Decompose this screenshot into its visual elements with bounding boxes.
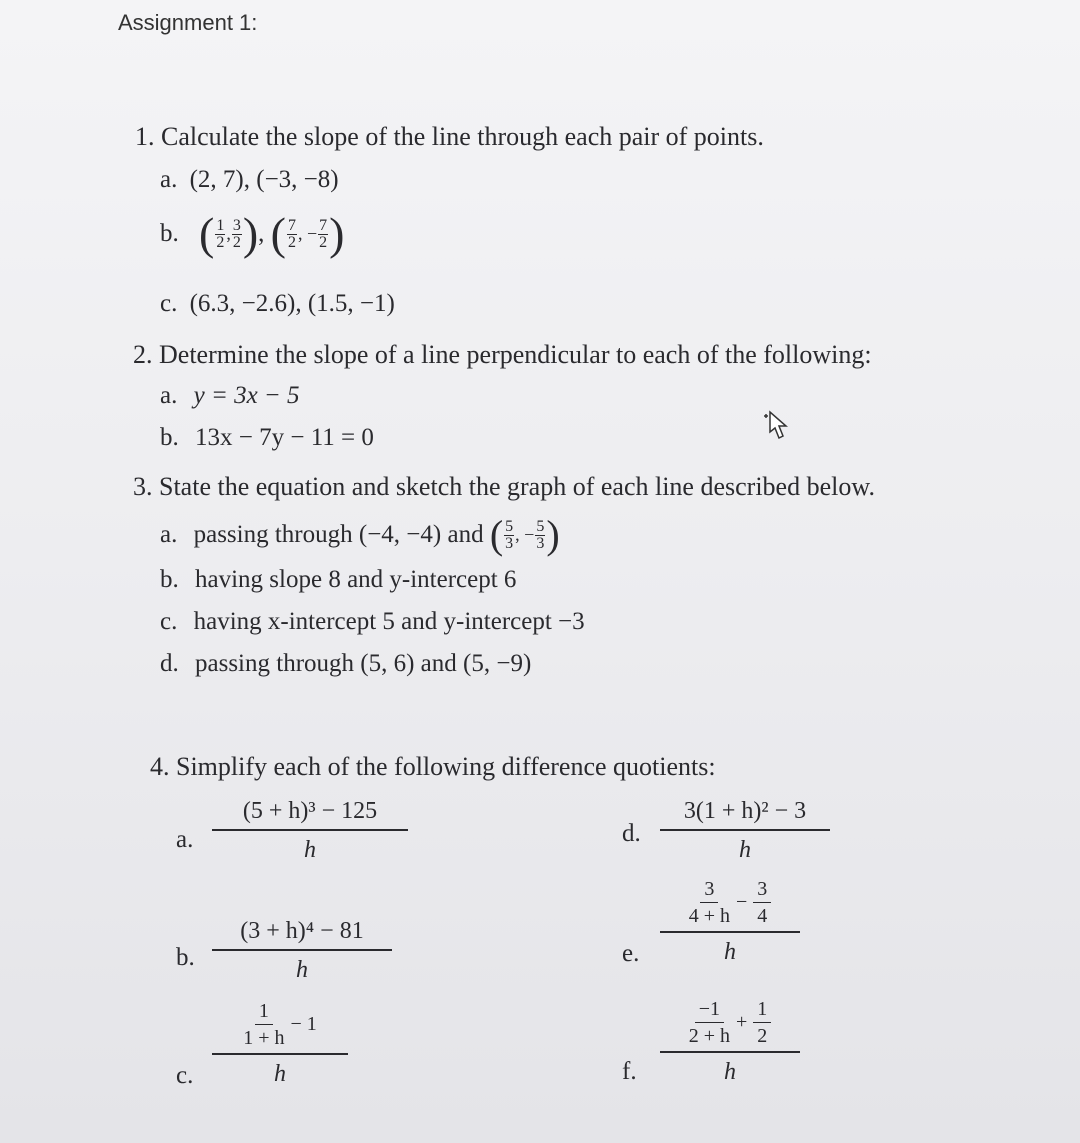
q3-a: a. passing through (−4, −4) and ( $\frac{5}{3}$ , − $\frac{5}{3}$ ) <box>160 512 560 557</box>
q3-d <box>160 650 531 678</box>
q1-a <box>160 166 339 194</box>
q1-b-frac-4: $\frac{7}{2}$ <box>319 216 328 251</box>
q4-e-numerator: $\frac{3}{4 + h}$ − $\frac{3}{4}$ <box>681 878 780 931</box>
q1-b-label: b. <box>160 220 179 247</box>
q2-b-text: 13x − 7y − 11 = 0 <box>195 424 374 451</box>
q4-e-denominator: h <box>724 938 736 965</box>
q4-b-denominator: h <box>296 956 308 983</box>
q3-b-label: b. <box>160 566 179 593</box>
q3-c-text: having x-intercept 5 and y-intercept −3 <box>193 608 585 635</box>
assignment-title: Assignment 1: <box>118 10 258 35</box>
q3-b <box>160 566 516 594</box>
q4-d-label: d. <box>622 820 641 847</box>
q1-c <box>160 290 395 318</box>
q1-a-text: (2, 7), (−3, −8) <box>189 166 339 193</box>
q1-b-frac-3: $\frac{7}{2}$ <box>287 216 296 251</box>
q4-a-fraction <box>212 798 408 864</box>
q4-e-label: e. <box>622 940 640 967</box>
question-1: 1. Calculate the slope of the line through each pair of points. <box>135 122 764 151</box>
q3-c <box>160 608 585 636</box>
q1-b-frac-2: $\frac{3}{2}$ <box>232 216 241 251</box>
q4-a-denominator: h <box>304 836 316 863</box>
q4-c-numerator: $\frac{1}{1 + h}$ − 1 <box>243 1000 317 1049</box>
q4-d-fraction <box>660 798 830 864</box>
q2-a-label: a. <box>160 382 178 409</box>
mouse-cursor-icon <box>760 408 794 448</box>
q1-c-label: c. <box>160 290 178 317</box>
q4-d-numerator: 3(1 + h)² − 3 <box>683 798 807 824</box>
q4-f-fraction <box>660 998 800 1086</box>
q3-a-frac-2: $\frac{5}{3}$ <box>536 517 545 552</box>
q1-a-label: a. <box>160 166 178 193</box>
q2-a <box>160 382 300 410</box>
q4-a-numerator: (5 + h)³ − 125 <box>242 798 378 824</box>
q1-b-frac-1: $\frac{1}{2}$ <box>216 216 225 251</box>
q3-d-text: passing through (5, 6) and (5, −9) <box>195 650 532 677</box>
q4-c-fraction <box>212 1000 348 1088</box>
q4-b-label: b. <box>176 944 195 971</box>
q4-f-denominator: h <box>724 1058 736 1085</box>
q3-d-label: d. <box>160 650 179 677</box>
q3-a-frac-1: $\frac{5}{3}$ <box>505 517 514 552</box>
q3-c-label: c. <box>160 608 178 635</box>
q1-c-text: (6.3, −2.6), (1.5, −1) <box>189 290 395 317</box>
q4-b-numerator: (3 + h)⁴ − 81 <box>240 918 364 944</box>
q4-d-denominator: h <box>739 836 751 863</box>
q4-b-fraction <box>212 918 392 984</box>
q2-a-text: y = 3x − 5 <box>193 382 300 409</box>
question-3: 3. State the equation and sketch the graph of each line described below. <box>133 472 875 501</box>
q3-a-text: passing through (−4, −4) and <box>193 521 484 548</box>
q4-f-label: f. <box>622 1058 637 1085</box>
q4-f-numerator: $\frac{-1}{2 + h}$ + $\frac{1}{2}$ <box>681 998 780 1051</box>
q3-a-label: a. <box>160 521 178 548</box>
question-4: 4. Simplify each of the following difference quotients: <box>150 752 716 781</box>
q2-b <box>160 424 374 452</box>
question-2: 2. Determine the slope of a line perpendicular to each of the following: <box>133 340 872 369</box>
q1-b: b. ( $\frac{1}{2}$ , $\frac{3}{2}$ ), ( $\frac{7}{2}$ , − $\frac{7}{2}$ ) <box>160 208 345 259</box>
q4-a-label: a. <box>176 826 194 853</box>
q4-c-label: c. <box>176 1062 194 1089</box>
q4-e-fraction <box>660 878 800 966</box>
q2-b-label: b. <box>160 424 179 451</box>
q3-b-text: having slope 8 and y-intercept 6 <box>195 566 517 593</box>
q4-c-denominator: h <box>274 1060 286 1087</box>
